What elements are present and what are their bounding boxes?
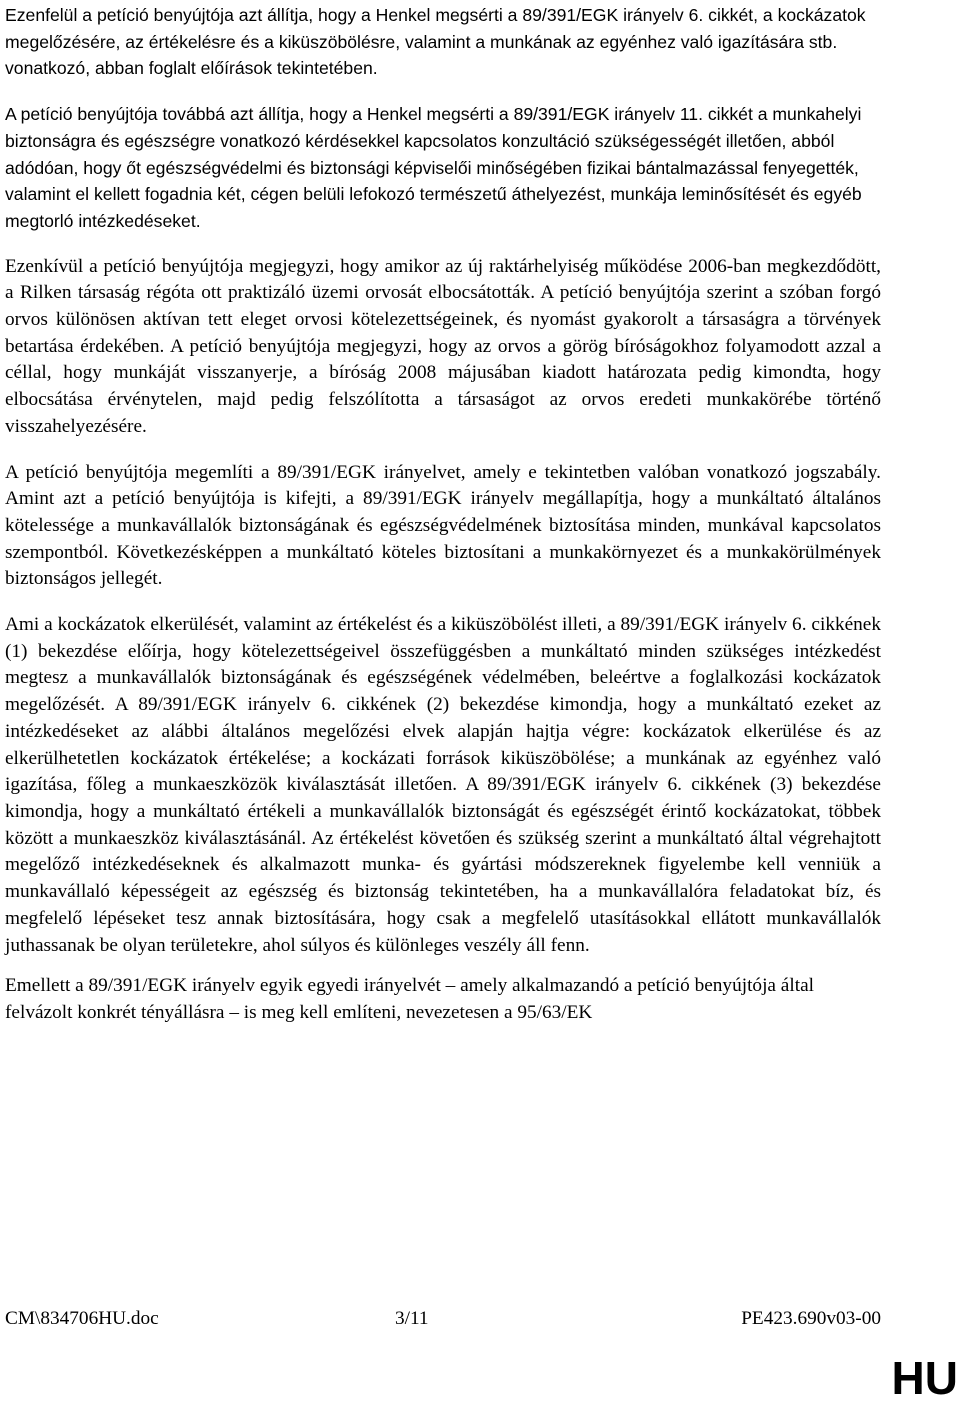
paragraph-5: Ami a kockázatok elkerülését, valamint az értékelést és a kiküszöbölést illeti, a 89/391/EGK irányelv 6. cikkének (1) bekezdése előírja, hogy kötelezettségeivel összefüggésben a munkáltató minden szükséges intézkedést megtesz a munkavállalók biztonságának és egészségének védelmében, beleértve a foglalkozási kockázatok megelőzését. A 89/391/EGK irányelv 6. cikkének (2) bekezdése kimondja, hogy a munkáltató ezeket az intézkedéseket az alábbi általános megelőzési elvek alapján hajtja végre: kockázatok elkerülése és az elkerülhetetlen kockázatok értékelése; a kockázati források kiküszöbölése; a munkának az egyénhez való igazítása, főleg a munkaeszközök kiválasztását illetően. A 89/391/EGK irányelv 6. cikkének (3) bekezdése kimondja, hogy a munkáltató értékeli a munkavállalók biztonságát és egészségét érintő kockázatokat, többek között a munkaeszköz kiválasztásánál. Az értékelést követően és szükség szerint a munkáltató által végrehajtott megelőző intézkedéseknek és alkalmazott munka- és gyártási módszereknek figyelembe kell venniük a munkavállaló képességeit az egészség és biztonság tekintetében, ha a munkavállalóra feladatokat bíz, és megfelelő lépéseket tesz annak biztosítására, hogy csak a megfelelő utasításokkal ellátott munkavállalók juthassanak be olyan területekre, ahol súlyos és különleges veszély áll fenn.	[5, 614, 881, 956]
paragraph-1: Ezenfelül a petíció benyújtója azt állítja, hogy a Henkel megsérti a 89/391/EGK irányelv 6. cikkét, a kockázatok megelőzésére, az értékelésre és a kiküszöbölésre, valamint a munkának az egyénhez való igazítására stb. vonatkozó, abban foglalt előírások tekintetében.	[5, 5, 866, 79]
paragraph-3: Ezenkívül a petíció benyújtója megjegyzi, hogy amikor az új raktárhelyiség működése 2006-ban megkezdődött, a Rilken társaság régóta ott praktizáló üzemi orvosát elbocsátották. A petíció benyújtója szerint a szóban forgó orvos különösen aktívan tett eleget orvosi kötelezettségeinek, és nyomást gyakorolt a társaságra a törvények betartása érdekében. A petíció benyújtója megjegyzi, hogy az orvos a görög bíróságokhoz folyamodott azzal a céllal, hogy munkáját visszanyerje, a bíróság 2008 májusában kiadott határozata pedig kimondta, hogy elbocsátása érvénytelen, majd pedig felszólította a társaságot az orvos eredeti munkakörébe történő visszahelyezésére.	[5, 255, 881, 437]
footer-file-reference: CM\834706HU.doc	[5, 1308, 159, 1329]
document-body	[5, 2, 881, 1046]
footer-page-number: 3/11	[395, 1308, 429, 1329]
page-footer	[5, 1306, 881, 1332]
paragraph-4: A petíció benyújtója megemlíti a 89/391/EGK irányelvet, amely e tekintetben valóban vonatkozó jogszabály. Amint azt a petíció benyújtója is kifejti, a 89/391/EGK irányelv megállapítja, hogy a munkáltató általános kötelessége a munkavállalók biztonságának és egészségvédelmének biztosítása minden, munkával kapcsolatos szempontból. Következésképpen a munkáltató köteles biztosítani a munkakörnyezet és a munkakörülmények biztonságos jellegét.	[5, 461, 881, 590]
language-code-label: HU	[891, 1352, 958, 1404]
paragraph-2: A petíció benyújtója továbbá azt állítja, hogy a Henkel megsérti a 89/391/EGK irányelv 11. cikkét a munkahelyi biztonságra és egészségre vonatkozó kérdésekkel kapcsolatos konzultáció szükségességét illetően, abból adódóan, hogy őt egészségvédelmi és biztonsági képviselői minőségében fizikai bántalmazással fenyegették, valamint el kellett fogadnia két, cégen belüli lefokozó természetű áthelyezést, munkája leminősítését és egyéb megtorló intézkedéseket.	[5, 104, 862, 231]
footer-document-number: PE423.690v03-00	[741, 1308, 881, 1329]
paragraph-6: Emellett a 89/391/EGK irányelv egyik egyedi irányelvét – amely alkalmazandó a petíció benyújtója által felvázolt konkrét tényállásra – is meg kell említeni, nevezetesen a 95/63/EK	[5, 975, 814, 1023]
